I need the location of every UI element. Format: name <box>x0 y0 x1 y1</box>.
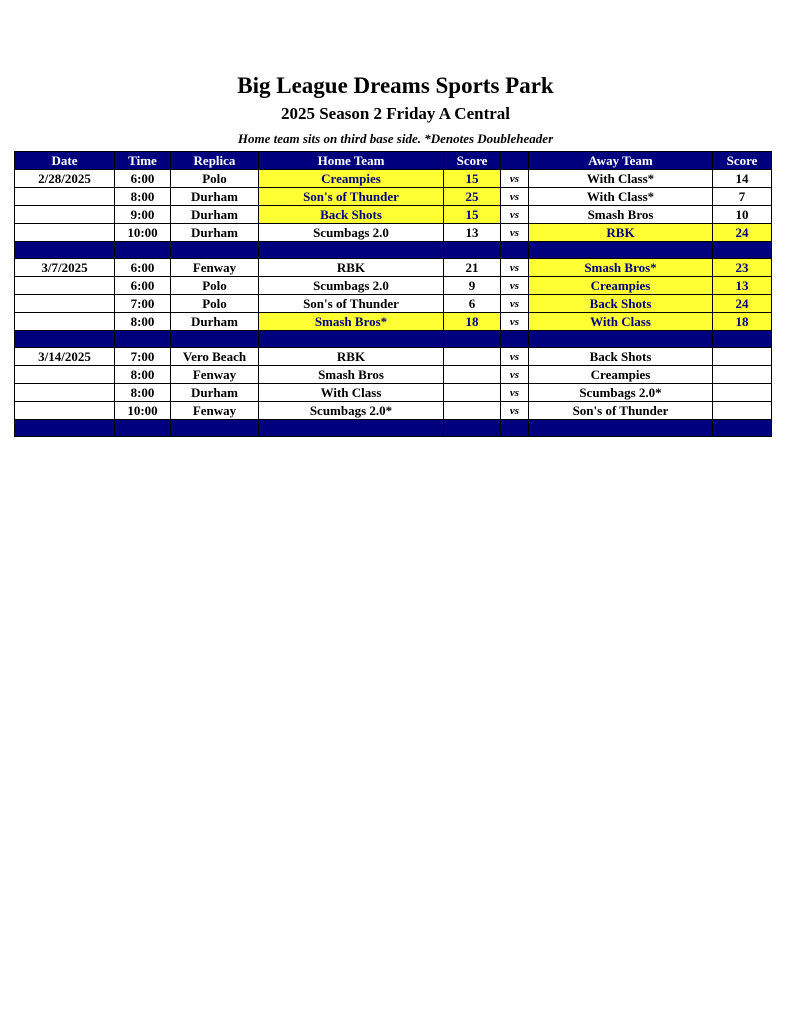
schedule-note: Home team sits on third base side. *Denotes Doubleheader <box>237 131 554 146</box>
col-header-replica: Replica <box>171 152 259 170</box>
home-team: Scumbags 2.0 <box>259 224 444 242</box>
page-title: Big League Dreams Sports Park <box>237 73 554 98</box>
away-score: 24 <box>713 295 772 313</box>
home-score <box>444 384 501 402</box>
home-team: Son's of Thunder <box>259 295 444 313</box>
separator-cell <box>713 420 772 437</box>
separator-cell <box>115 242 171 259</box>
separator-cell <box>15 242 115 259</box>
separator-cell <box>444 331 501 348</box>
game-row <box>15 366 772 384</box>
game-date: 3/7/2025 <box>15 259 115 277</box>
separator-cell <box>115 331 171 348</box>
away-score: 14 <box>713 170 772 188</box>
game-row <box>15 170 772 188</box>
away-team: Smash Bros* <box>529 259 713 277</box>
home-team: Creampies <box>259 170 444 188</box>
game-time: 6:00 <box>115 277 171 295</box>
away-team: Smash Bros <box>529 206 713 224</box>
game-date <box>15 224 115 242</box>
home-team: With Class <box>259 384 444 402</box>
game-replica: Polo <box>171 295 259 313</box>
game-time: 10:00 <box>115 224 171 242</box>
separator-cell <box>529 242 713 259</box>
home-score: 15 <box>444 206 501 224</box>
game-replica: Durham <box>171 206 259 224</box>
vs-label: vs <box>501 277 529 295</box>
away-score: 23 <box>713 259 772 277</box>
vs-label: vs <box>501 366 529 384</box>
separator-cell <box>171 420 259 437</box>
game-replica: Polo <box>171 277 259 295</box>
home-score <box>444 402 501 420</box>
game-replica: Fenway <box>171 402 259 420</box>
game-row <box>15 206 772 224</box>
separator-cell <box>444 420 501 437</box>
away-score: 24 <box>713 224 772 242</box>
home-score: 6 <box>444 295 501 313</box>
separator-cell <box>501 420 529 437</box>
game-date <box>15 206 115 224</box>
game-time: 6:00 <box>115 259 171 277</box>
home-score: 13 <box>444 224 501 242</box>
separator-cell <box>529 420 713 437</box>
game-replica: Durham <box>171 384 259 402</box>
separator-cell <box>171 331 259 348</box>
away-team: With Class <box>529 313 713 331</box>
separator-cell <box>259 420 444 437</box>
home-team: Scumbags 2.0* <box>259 402 444 420</box>
game-time: 7:00 <box>115 295 171 313</box>
game-replica: Vero Beach <box>171 348 259 366</box>
away-team: Creampies <box>529 366 713 384</box>
away-team: Back Shots <box>529 348 713 366</box>
week-separator-row <box>15 420 772 437</box>
col-header-away-score: Score <box>713 152 772 170</box>
game-date <box>15 188 115 206</box>
col-header-date: Date <box>15 152 115 170</box>
game-replica: Polo <box>171 170 259 188</box>
separator-cell <box>713 331 772 348</box>
header-row <box>15 152 772 170</box>
vs-label: vs <box>501 188 529 206</box>
game-time: 7:00 <box>115 348 171 366</box>
game-row <box>15 259 772 277</box>
vs-label: vs <box>501 170 529 188</box>
col-header-home-team: Home Team <box>259 152 444 170</box>
separator-cell <box>259 331 444 348</box>
game-time: 10:00 <box>115 402 171 420</box>
away-score: 10 <box>713 206 772 224</box>
schedule-table <box>14 151 772 437</box>
game-date <box>15 366 115 384</box>
game-row <box>15 277 772 295</box>
vs-label: vs <box>501 384 529 402</box>
separator-cell <box>15 420 115 437</box>
vs-label: vs <box>501 402 529 420</box>
game-time: 6:00 <box>115 170 171 188</box>
col-header-time: Time <box>115 152 171 170</box>
vs-label: vs <box>501 224 529 242</box>
game-time: 8:00 <box>115 384 171 402</box>
separator-cell <box>444 242 501 259</box>
vs-label: vs <box>501 313 529 331</box>
home-team: Son's of Thunder <box>259 188 444 206</box>
home-score <box>444 348 501 366</box>
game-row <box>15 402 772 420</box>
home-score: 9 <box>444 277 501 295</box>
away-team: With Class* <box>529 188 713 206</box>
game-date <box>15 295 115 313</box>
away-team: Back Shots <box>529 295 713 313</box>
game-row <box>15 348 772 366</box>
away-score <box>713 366 772 384</box>
home-score: 25 <box>444 188 501 206</box>
game-time: 9:00 <box>115 206 171 224</box>
home-team: Smash Bros <box>259 366 444 384</box>
vs-label: vs <box>501 348 529 366</box>
away-score <box>713 384 772 402</box>
away-team: Son's of Thunder <box>529 402 713 420</box>
game-replica: Durham <box>171 313 259 331</box>
game-time: 8:00 <box>115 313 171 331</box>
away-score <box>713 348 772 366</box>
separator-cell <box>713 242 772 259</box>
away-score: 7 <box>713 188 772 206</box>
week-separator-row <box>15 242 772 259</box>
week-separator-row <box>15 331 772 348</box>
away-team: With Class* <box>529 170 713 188</box>
separator-cell <box>259 242 444 259</box>
away-team: RBK <box>529 224 713 242</box>
game-replica: Durham <box>171 188 259 206</box>
game-replica: Durham <box>171 224 259 242</box>
game-time: 8:00 <box>115 188 171 206</box>
vs-label: vs <box>501 295 529 313</box>
game-row <box>15 313 772 331</box>
home-score: 21 <box>444 259 501 277</box>
home-score: 18 <box>444 313 501 331</box>
col-header-away-team: Away Team <box>529 152 713 170</box>
separator-cell <box>115 420 171 437</box>
separator-cell <box>501 242 529 259</box>
game-time: 8:00 <box>115 366 171 384</box>
game-row <box>15 224 772 242</box>
home-team: RBK <box>259 259 444 277</box>
game-row <box>15 188 772 206</box>
home-team: Scumbags 2.0 <box>259 277 444 295</box>
home-team: Back Shots <box>259 206 444 224</box>
game-date <box>15 384 115 402</box>
home-team: RBK <box>259 348 444 366</box>
game-date: 2/28/2025 <box>15 170 115 188</box>
separator-cell <box>15 331 115 348</box>
game-date <box>15 313 115 331</box>
home-team: Smash Bros* <box>259 313 444 331</box>
schedule-body <box>15 170 772 437</box>
col-header-vs <box>501 152 529 170</box>
away-score: 18 <box>713 313 772 331</box>
game-row <box>15 384 772 402</box>
vs-label: vs <box>501 259 529 277</box>
game-date: 3/14/2025 <box>15 348 115 366</box>
game-date <box>15 402 115 420</box>
away-team: Creampies <box>529 277 713 295</box>
separator-cell <box>529 331 713 348</box>
away-score: 13 <box>713 277 772 295</box>
separator-cell <box>501 331 529 348</box>
home-score: 15 <box>444 170 501 188</box>
away-team: Scumbags 2.0* <box>529 384 713 402</box>
vs-label: vs <box>501 206 529 224</box>
game-date <box>15 277 115 295</box>
home-score <box>444 366 501 384</box>
away-score <box>713 402 772 420</box>
game-row <box>15 295 772 313</box>
game-replica: Fenway <box>171 259 259 277</box>
col-header-home-score: Score <box>444 152 501 170</box>
page-subtitle: 2025 Season 2 Friday A Central <box>280 104 511 123</box>
separator-cell <box>171 242 259 259</box>
game-replica: Fenway <box>171 366 259 384</box>
